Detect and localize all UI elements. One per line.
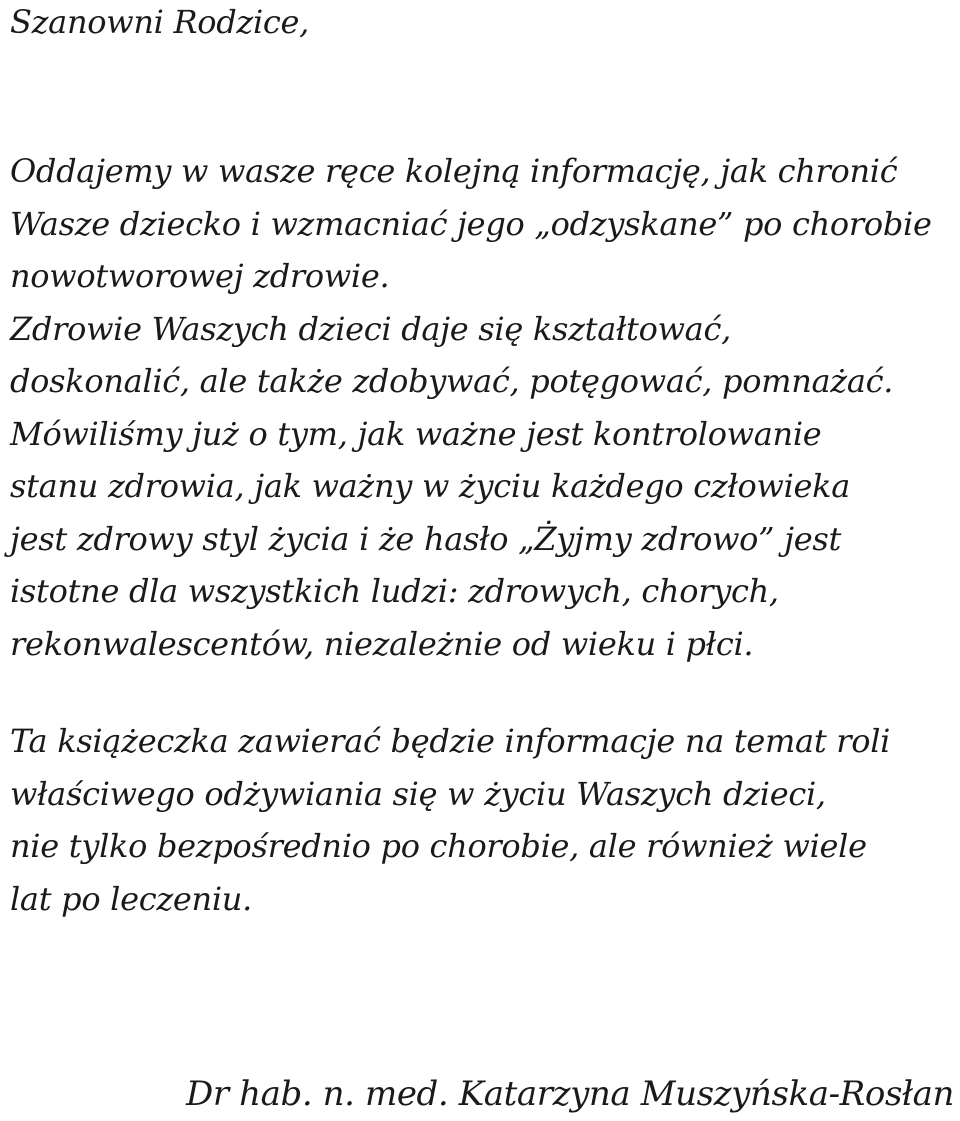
paragraph-line: nie tylko bezpośrednio po chorobie, ale również wiele [10,827,867,865]
paragraph-line: Wasze dziecko i wzmacniać jego „odzyskane” po chorobie [10,204,932,243]
paragraph-line: jest zdrowy styl życia i że hasło „Żyjmy zdrowo” jest [10,519,842,558]
paragraph-booklet [10,715,890,925]
paragraph-line: istotne dla wszystkich ludzi: zdrowych, chorych, [10,572,779,610]
paragraph-line: doskonalić, ale także zdobywać, potęgować, pomnażać. [10,362,894,400]
paragraph-line: nowotworowej zdrowie. [10,257,390,295]
signature: Dr hab. n. med. Katarzyna Muszyńska-Rosłan [186,1074,954,1114]
paragraph-line: lat po leczeniu. [10,879,252,918]
paragraph-line: Oddajemy w wasze ręce kolejną informację, jak chronić [10,152,898,190]
paragraph-line: właściwego odżywiania się w życiu Waszych dzieci, [10,774,826,813]
paragraph-line: Mówiliśmy już o tym, jak ważne jest kontrolowanie [10,414,822,453]
paragraph-line: rekonwalescentów, niezależnie od wieku i płci. [10,624,754,663]
paragraph-intro [10,145,932,670]
paragraph-line: Zdrowie Waszych dzieci daje się kształtować, [10,309,731,348]
salutation: Szanowni Rodzice, [10,3,310,41]
paragraph-line: Ta książeczka zawierać będzie informacje na temat roli [10,722,891,760]
paragraph-line: stanu zdrowia, jak ważny w życiu każdego człowieka [10,467,851,505]
